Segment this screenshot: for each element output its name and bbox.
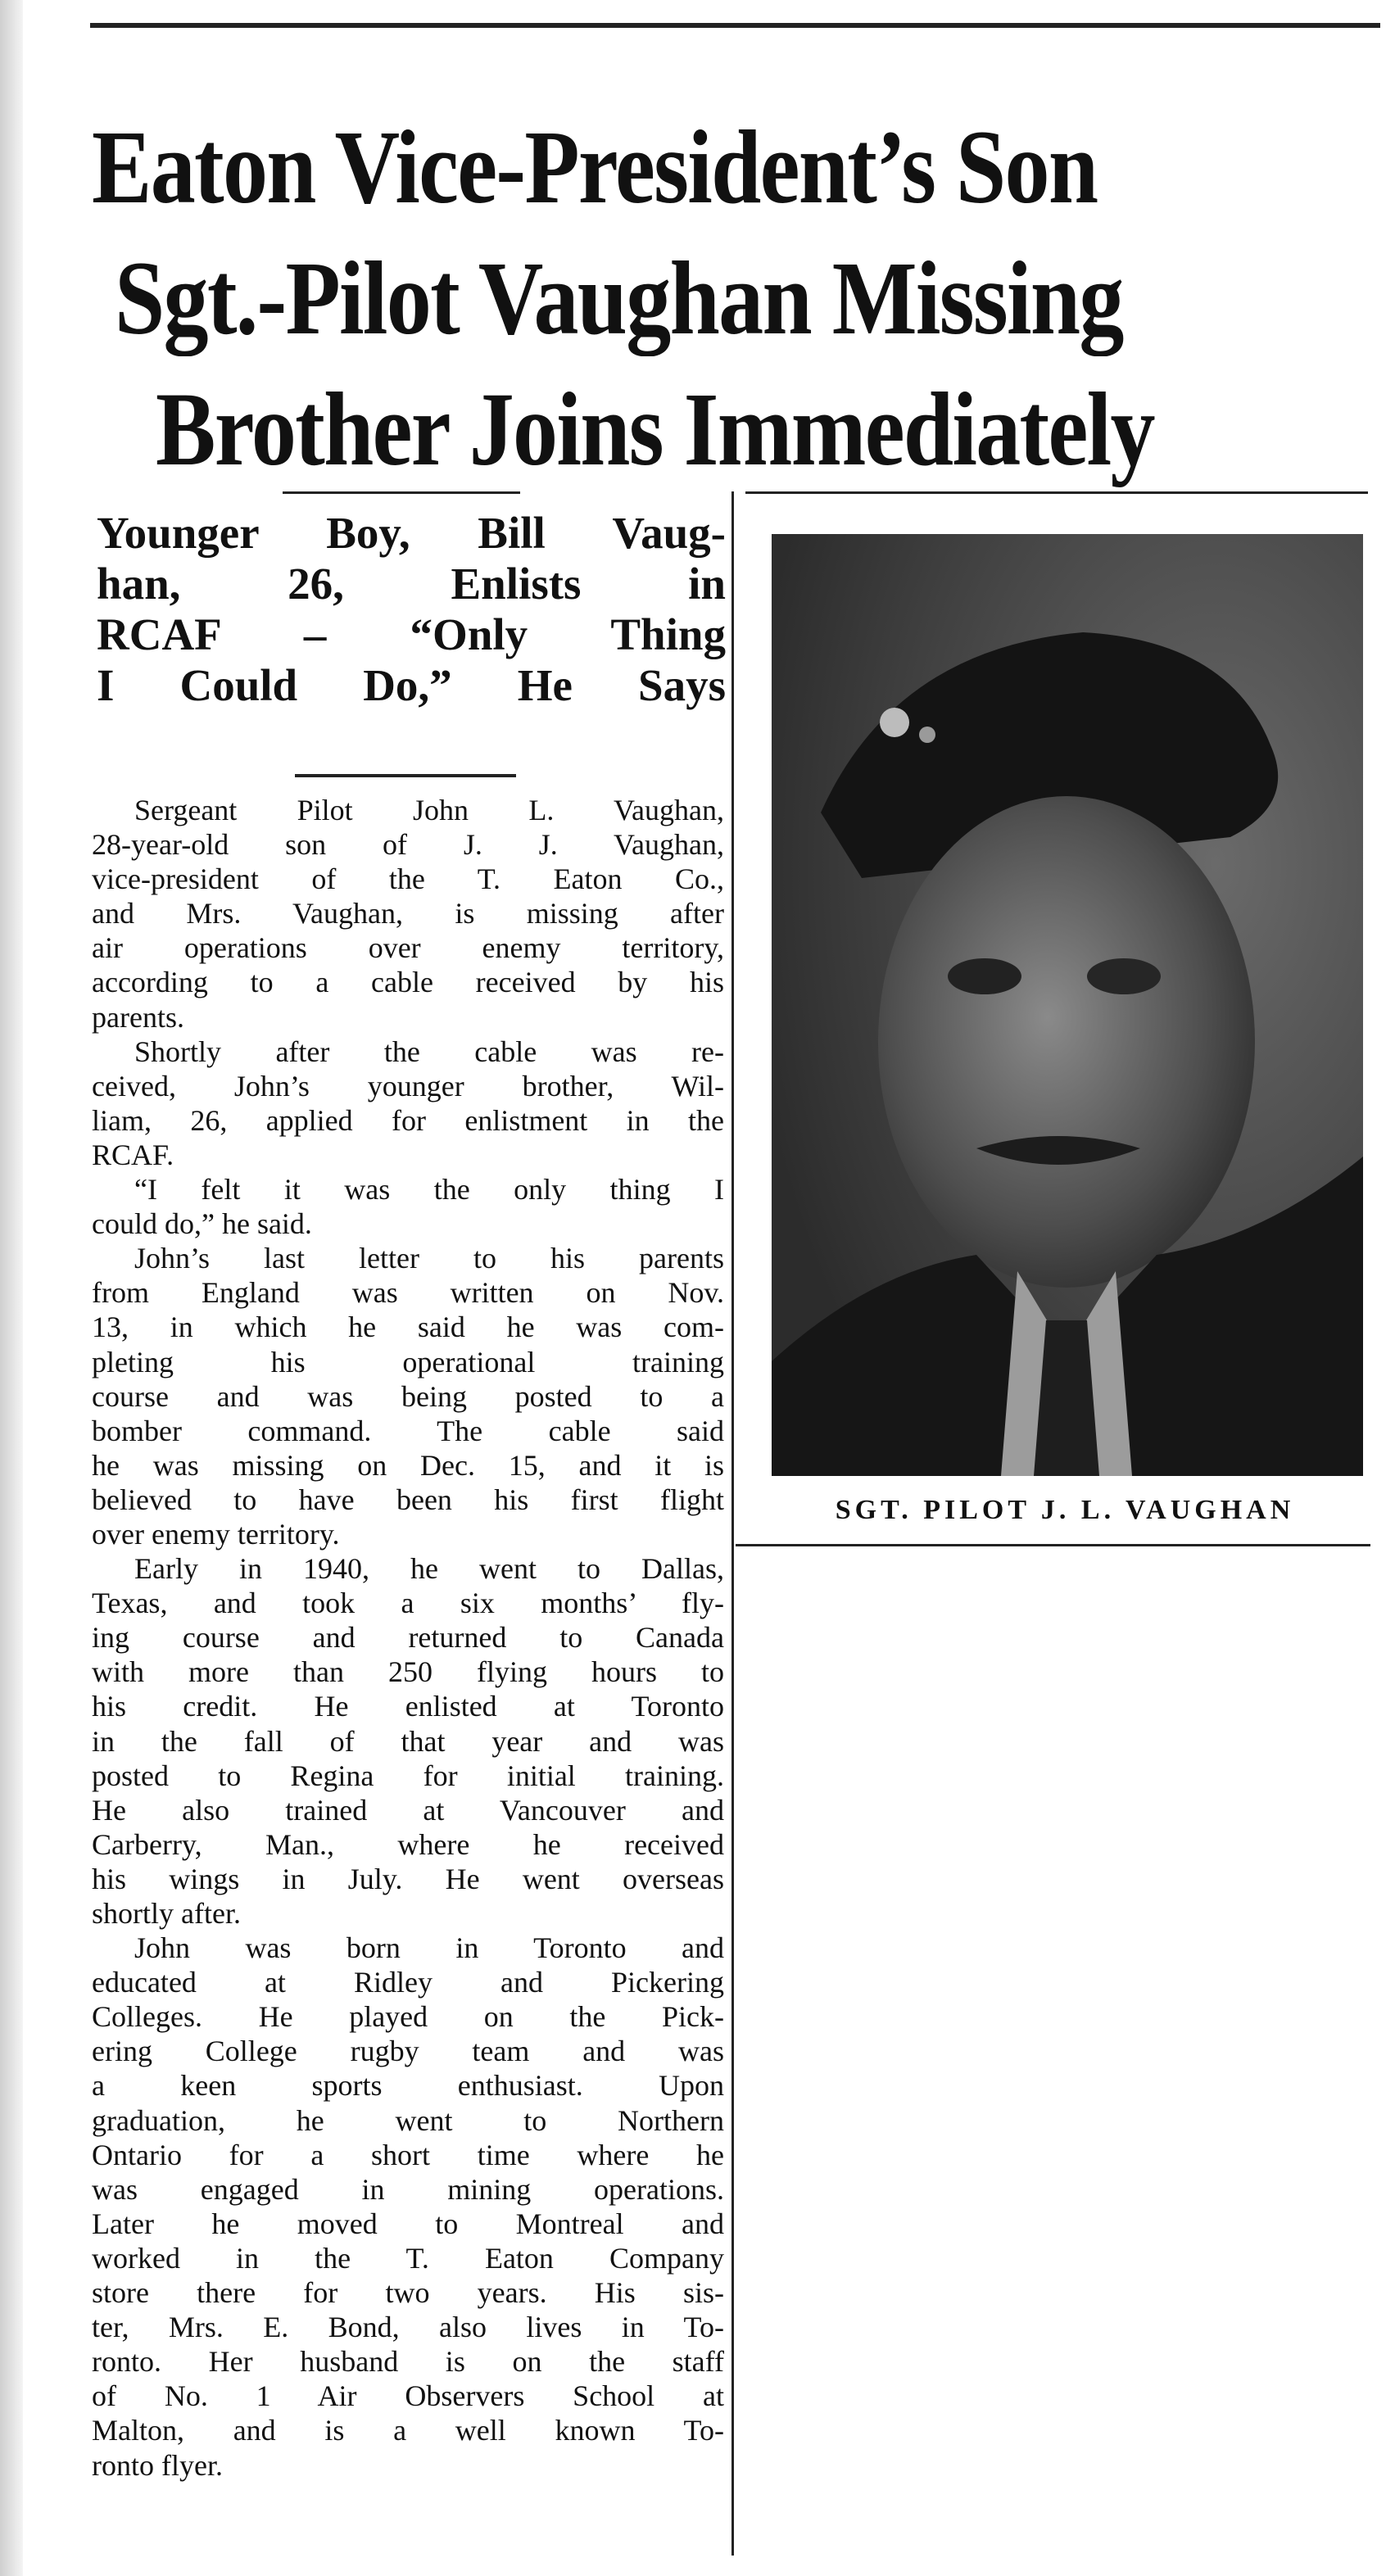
top-rule (90, 23, 1380, 28)
text-line: his credit. He enlisted at Toronto (92, 1690, 724, 1723)
divider-right (745, 491, 1368, 494)
text-line: believed to have been his first flight (92, 1483, 724, 1516)
text-line: course and was being posted to a (92, 1379, 724, 1413)
text-line: Ontario for a short time where he (92, 2138, 724, 2171)
text-line: was engaged in mining operations. (92, 2172, 724, 2206)
text-line: Later he moved to Montreal and (92, 2207, 724, 2240)
text-line: posted to Regina for initial training. (92, 1759, 724, 1792)
divider-left (283, 491, 520, 494)
text-line: 13, in which he said he was com- (92, 1311, 724, 1344)
text-line: air operations over enemy territory, (92, 931, 724, 965)
text-line: according to a cable received by his (92, 966, 724, 999)
article-body (92, 793, 724, 2483)
text-line: ter, Mrs. E. Bond, also lives in To- (92, 2311, 724, 2344)
text-line: a keen sports enthusiast. Upon (92, 2069, 724, 2103)
paragraph (92, 1034, 724, 1172)
text-line: store there for two years. His sis- (92, 2276, 724, 2310)
headline-line-1: Eaton Vice-President’s Son (92, 109, 1098, 225)
text-line: ronto flyer. (92, 2448, 223, 2482)
portrait-image (772, 534, 1363, 1476)
paragraph (92, 1931, 724, 2483)
text-line: ing course and returned to Canada (92, 1621, 724, 1655)
text-line: he was missing on Dec. 15, and it is (92, 1448, 724, 1482)
text-line: over enemy territory. (92, 1517, 340, 1551)
photo-bottom-rule (736, 1544, 1370, 1546)
text-line: He also trained at Vancouver and (92, 1793, 724, 1827)
text-line: could do,” he said. (92, 1207, 312, 1241)
photo-caption: SGT. PILOT J. L. VAUGHAN (835, 1495, 1295, 1525)
text-line: 28-year-old son of J. J. Vaughan, (92, 828, 724, 862)
text-line: ronto. Her husband is on the staff (92, 2345, 724, 2379)
text-line: worked in the T. Eaton Company (92, 2241, 724, 2275)
text-line: “I felt it was the only thing I (134, 1173, 724, 1207)
headline-line-3: Brother Joins Immediately (156, 371, 1154, 487)
headline-line-2: Sgt.-Pilot Vaughan Missing (115, 240, 1123, 356)
subhead-line-3: RCAF – “Only Thing (97, 609, 726, 659)
text-line: from England was written on Nov. (92, 1276, 724, 1310)
text-line: Malton, and is a well known To- (92, 2414, 724, 2447)
text-line: Early in 1940, he went to Dallas, (134, 1552, 724, 1586)
text-line: vice-president of the T. Eaton Co., (92, 862, 724, 896)
text-line: parents. (92, 1000, 184, 1034)
text-line: John’s last letter to his parents (134, 1242, 724, 1275)
text-line: liam, 26, applied for enlistment in the (92, 1103, 724, 1137)
text-line: bomber command. The cable said (92, 1414, 724, 1447)
text-line: his wings in July. He went overseas (92, 1862, 724, 1895)
text-line: Texas, and took a six months’ fly- (92, 1587, 724, 1620)
subhead-line-4: I Could Do,” He Says (97, 660, 726, 710)
text-line: Shortly after the cable was re- (134, 1034, 724, 1068)
paragraph (92, 1172, 724, 1241)
subheadline (97, 508, 726, 711)
text-line: Colleges. He played on the Pick- (92, 2000, 724, 2034)
text-line: RCAF. (92, 1138, 174, 1171)
text-line: shortly after. (92, 1897, 241, 1930)
text-line: with more than 250 flying hours to (92, 1655, 724, 1689)
paragraph (92, 1241, 724, 1551)
subhead-line-2: han, 26, Enlists in (97, 559, 726, 609)
subhead-rule (295, 774, 516, 777)
text-line: ering College rugby team and was (92, 2035, 724, 2068)
text-line: and Mrs. Vaughan, is missing after (92, 897, 724, 930)
text-line: of No. 1 Air Observers School at (92, 2379, 724, 2413)
portrait-photo (772, 534, 1363, 1476)
paragraph (92, 1551, 724, 1931)
subhead-line-1: Younger Boy, Bill Vaug- (97, 508, 726, 558)
text-line: educated at Ridley and Pickering (92, 1966, 724, 1999)
text-line: pleting his operational training (92, 1345, 724, 1379)
column-rule (731, 491, 734, 2556)
text-line: ceived, John’s younger brother, Wil- (92, 1069, 724, 1102)
text-line: Carberry, Man., where he received (92, 1827, 724, 1861)
paragraph (92, 793, 724, 1034)
text-line: Sergeant Pilot John L. Vaughan, (134, 794, 724, 826)
scan-edge (0, 0, 23, 2576)
text-line: in the fall of that year and was (92, 1724, 724, 1758)
text-line: John was born in Toronto and (134, 1931, 724, 1965)
text-line: graduation, he went to Northern (92, 2103, 724, 2137)
